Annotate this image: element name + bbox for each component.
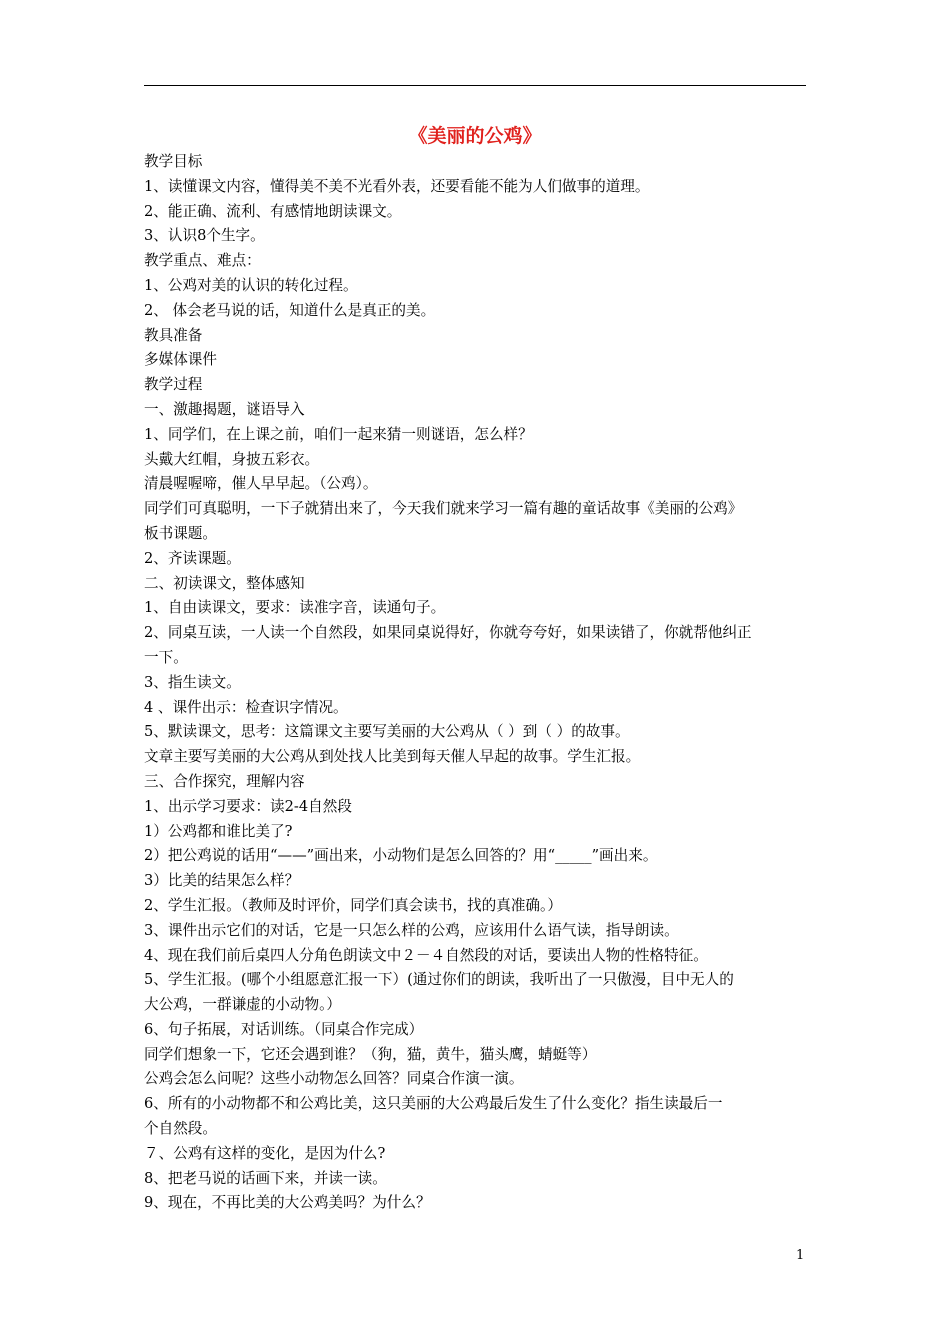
text-line: 2）把公鸡说的话用“——”画出来，小动物们是怎么回答的？用“_____”画出来。 xyxy=(144,847,658,865)
text-line: 3、指生读文。 xyxy=(144,673,241,691)
text-line: 4、现在我们前后桌四人分角色朗读文中２－４自然段的对话，要读出人物的性格特征。 xyxy=(144,946,708,964)
text-line: 同学们想象一下，它还会遇到谁？（狗，猫，黄牛，猫头鹰，蜻蜓等） xyxy=(144,1045,597,1063)
text-line: 1、出示学习要求：读2-4自然段 xyxy=(144,797,352,815)
text-line: 板书课题。 xyxy=(144,524,217,542)
text-line: 5、学生汇报。(哪个小组愿意汇报一下）(通过你们的朗读，我听出了一只傲漫，目中无人的 xyxy=(144,971,734,989)
text-line: 多媒体课件 xyxy=(144,351,217,369)
text-line: 6、所有的小动物都不和公鸡比美，这只美丽的大公鸡最后发生了什么变化？指生读最后一 xyxy=(144,1095,723,1113)
text-line: 2、能正确、流利、有感情地朗读课文。 xyxy=(144,202,402,220)
text-line: 4 、课件出示：检查识字情况。 xyxy=(144,698,348,716)
text-line: 头戴大红帽，身披五彩衣。 xyxy=(144,450,320,468)
text-line: 3）比美的结果怎么样？ xyxy=(144,872,300,890)
text-line: 2、 体会老马说的话，知道什么是真正的美。 xyxy=(144,301,436,319)
text-line: 教学目标 xyxy=(144,153,203,170)
text-line: 三、合作探究，理解内容 xyxy=(144,772,305,790)
text-line: 教学过程 xyxy=(144,376,203,394)
text-line: 个自然段。 xyxy=(144,1120,217,1138)
text-line: 1、同学们，在上课之前，咱们一起来猜一则谜语，怎么样？ xyxy=(144,425,533,443)
header-rule xyxy=(144,85,806,86)
page-number: 1 xyxy=(796,1248,805,1263)
text-line: 3、课件出示它们的对话，它是一只怎么样的公鸡，应该用什么语气读，指导朗读。 xyxy=(144,921,679,939)
text-line: 文章主要写美丽的大公鸡从到处找人比美到每天催人早起的故事。学生汇报。 xyxy=(144,748,641,766)
text-line: 大公鸡，一群谦虚的小动物。） xyxy=(144,996,342,1014)
text-line: 清晨喔喔啼，催人早早起。（公鸡）。 xyxy=(144,475,378,493)
text-line: 公鸡会怎么问呢？这些小动物怎么回答？同桌合作演一演。 xyxy=(144,1070,524,1088)
text-line: 6、句子拓展，对话训练。（同桌合作完成） xyxy=(144,1020,424,1038)
text-line: ７、公鸡有这样的变化，是因为什么? xyxy=(144,1144,386,1162)
text-line: 一、激趣揭题，谜语导入 xyxy=(144,400,305,418)
text-line: 1、读懂课文内容，懂得美不美不光看外表，还要看能不能为人们做事的道理。 xyxy=(144,177,650,195)
text-line: 2、齐读课题。 xyxy=(144,549,241,567)
text-line: 1）公鸡都和谁比美了? xyxy=(144,822,293,840)
text-line: 教学重点、难点： xyxy=(144,252,261,270)
text-line: 1、自由读课文，要求：读准字音，读通句子。 xyxy=(144,599,446,617)
text-line: 一下。 xyxy=(144,648,188,666)
text-line: 2、同桌互读，一人读一个自然段，如果同桌说得好，你就夸夸好，如果读错了，你就帮他纠正 xyxy=(144,624,752,642)
text-line: 2、学生汇报。（教师及时评价，同学们真会读书，找的真准确。） xyxy=(144,896,562,914)
text-line: 5、默读课文，思考：这篇课文主要写美丽的大公鸡从（ ）到（ ）的故事。 xyxy=(144,723,630,741)
text-line: 9、现在，不再比美的大公鸡美吗？为什么？ xyxy=(144,1194,431,1212)
text-line: 1、公鸡对美的认识的转化过程。 xyxy=(144,276,358,294)
text-line: 8、把老马说的话画下来，并读一读。 xyxy=(144,1169,387,1187)
text-line: 3、认识8个生字。 xyxy=(144,227,265,245)
text-line: 二、初读课文，整体感知 xyxy=(144,574,305,592)
document-body xyxy=(144,150,808,1216)
document-title: 《美丽的公鸡》 xyxy=(408,125,542,147)
text-line: 教具准备 xyxy=(144,326,203,344)
text-line: 同学们可真聪明，一下子就猜出来了，今天我们就来学习一篇有趣的童话故事《美丽的公鸡》 xyxy=(144,500,743,518)
